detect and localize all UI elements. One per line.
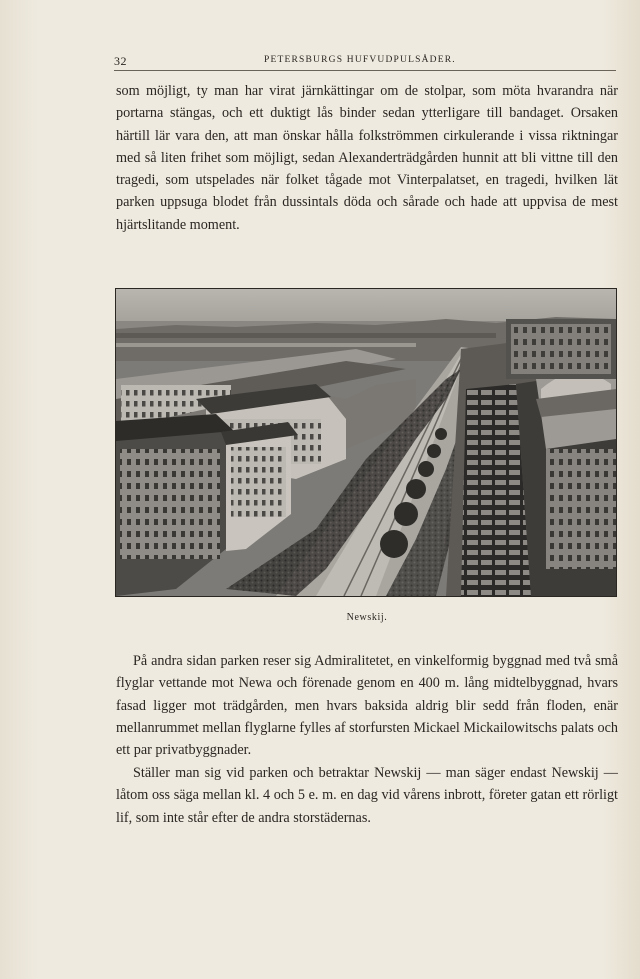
paragraph-2: På andra sidan parken reser sig Admiralitetet, en vinkelformig byggnad med två små flyglar vettande mot Newa och förenade genom en 400 m. lång midtelbyggnad, hvars fasad ligger mot trädgården, men hvars baksida aldrig blir sedd från floden, enär mellanrummet mellan flyglarne fylles af storfursten Mickael Mickailowitschs palats och ett par privatbyggnader. — [116, 653, 618, 759]
paragraph-3: Ställer man sig vid parken och betraktar Newskij — man säger endast Newskij — låtom oss säga mellan kl. 4 och 5 e. m. en dag vid vårens inbrott, företer gatan ett rörligt lif, som inte står efter de andra storstädernas. — [116, 765, 618, 826]
page-number: 32 — [114, 54, 127, 68]
paragraph-1: som möjligt, ty man har virat järnkättingar om de stolpar, som möta hvarandra när portarna stängas, och ett duktigt lås binder sedan ytterligare till bandaget. Orsaken härtill lär vara den, att man önskar hålla folkströmmen cirkulerande i vissa riktningar med så liten frihet som möjligt, sedan Alexanderträdgården hunnit att bli vittne till den tragedi, som utspelades när folket tågade mot Vinterpalatset, en tragedi, hvilken lät parken uppsuga blodet från dussintals döda och sårade och hade att uppvisa de mest hjärtslitande moment. — [116, 83, 618, 233]
running-title: PETERSBURGS HUFVUDPULSÅDER. — [264, 55, 456, 65]
running-head — [114, 54, 616, 71]
figure-caption: Newskij. — [346, 612, 388, 623]
newskij-photograph — [115, 288, 617, 597]
